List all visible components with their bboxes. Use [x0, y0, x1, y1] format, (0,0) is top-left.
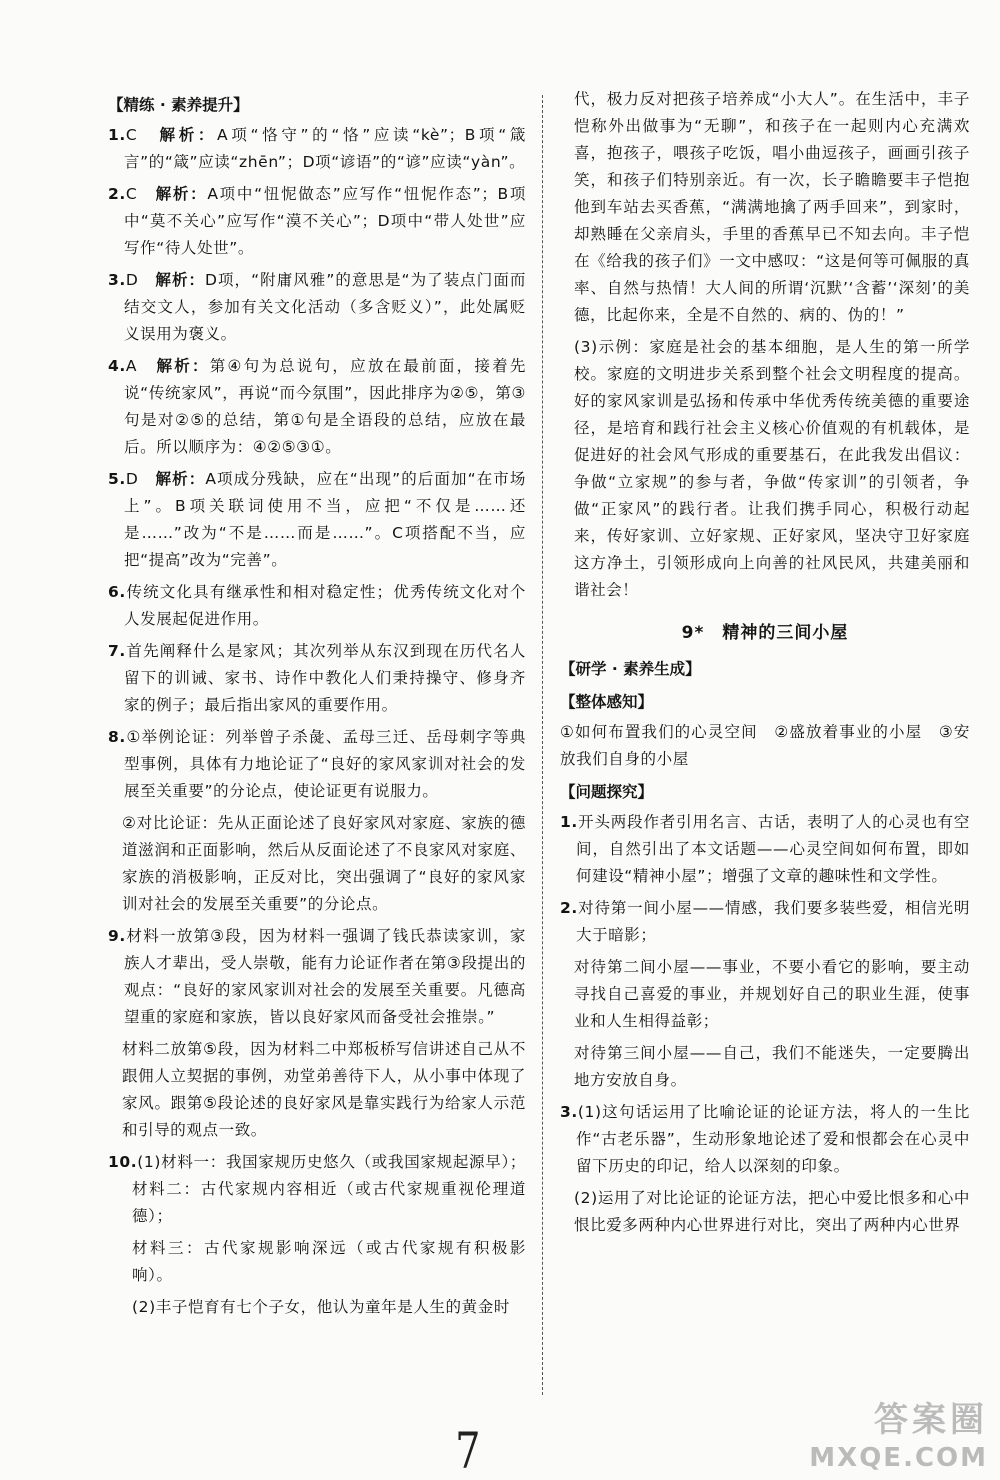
answer-10-paragraph-2: 材料三：古代家规影响深远（或古代家规有积极影响）。 — [132, 1239, 526, 1284]
answer-item — [108, 267, 526, 348]
chapter-title: 9* 精神的三间小屋 — [681, 623, 849, 643]
answer-choice: C — [125, 126, 138, 144]
answer-item — [108, 181, 526, 262]
question-3-text-b: (2)运用了对比论证的论证方法，把心中爱比恨多和心中恨比爱多两种内心世界进行对比，突出了两种内心世界 — [574, 1189, 970, 1234]
answer-10-continued: 代，极力反对把孩子培养成“小大人”。在生活中，丰子恺称外出做事为“无聊”，和孩子在一起则内心充满欢喜，抱孩子，喂孩子吃饭，唱小曲逗孩子，画画引孩子笑，和孩子们特别亲近。有一次，长子瞻瞻要丰子恺抱他到车站去买香蕉，“满满地擒了两手回来”，到家时，却熟睡在父亲肩头，手里的香蕉早已不知去向。丰子恺在《给我的孩子们》一文中感叹：“这是何等可佩服的真率、自然与热情！大人间的所谓‘沉默’‘含蓄’‘深刻’的美德，比起你来，全是不自然的、病的、伪的！” — [574, 90, 970, 324]
answer-number: 9. — [108, 927, 126, 945]
question-3 — [560, 1099, 970, 1180]
answer-item — [108, 122, 526, 176]
answer-item — [108, 579, 526, 633]
analysis-label: 解析： — [155, 185, 208, 203]
question-number: 1. — [560, 813, 578, 831]
answer-10-paragraph-3: (2)丰子恺育有七个子女，他认为童年是人生的黄金时 — [132, 1298, 510, 1316]
answer-list — [108, 122, 526, 805]
answer-9 — [108, 923, 526, 1031]
answer-number: 10. — [108, 1153, 138, 1171]
answer-text: ①举例论证：列举曾子杀彘、孟母三迁、岳母刺字等典型事例，具体有力地论证了“良好的家风家训对社会的发展至关重要”的分论点，使论证更有说服力。 — [124, 728, 526, 800]
watermark-line-2: MXQE.COM — [809, 1443, 988, 1473]
section-title-overall: 【整体感知】 — [560, 693, 654, 711]
answer-choice: D — [125, 470, 139, 488]
answer-choice: D — [125, 271, 139, 289]
watermark-line-1: 答案圈 — [874, 1400, 988, 1440]
section-title-study: 【研学 · 素养生成】 — [560, 660, 701, 678]
answer-text: 传统文化具有继承性和相对稳定性；优秀传统文化对个人发展起促进作用。 — [124, 583, 526, 628]
question-2-text-a: 对待第一间小屋——情感，我们要多装些爱，相信光明大于暗影； — [576, 899, 970, 944]
answer-number: 1. — [108, 126, 126, 144]
right-column — [560, 86, 970, 1244]
answer-text: 首先阐释什么是家风；其次列举从东汉到现在历代名人留下的训诫、家书、诗作中教化人们秉持操守、修身齐家的例子；最后指出家风的重要作用。 — [124, 642, 526, 714]
question-number: 2. — [560, 899, 578, 917]
answer-choice: C — [125, 185, 138, 203]
analysis-label: 解析： — [155, 271, 206, 289]
answer-text: A项中“忸怩做态”应写作“忸怩作态”；B项中“莫不关心”应写作“漠不关心”；D项中“带人处世”应写作“待人处世”。 — [124, 185, 526, 257]
question-1 — [560, 809, 970, 890]
answer-10 — [108, 1149, 526, 1230]
answer-number: 3. — [108, 271, 126, 289]
answer-item — [108, 353, 526, 461]
answer-number: 5. — [108, 470, 126, 488]
question-2 — [560, 895, 970, 949]
left-column — [108, 86, 526, 1326]
analysis-label: 解析： — [156, 357, 210, 375]
answer-number: 4. — [108, 357, 126, 375]
answer-item — [108, 638, 526, 719]
analysis-label: 解析： — [159, 126, 218, 144]
answer-item — [108, 466, 526, 574]
answer-choice: A — [125, 357, 138, 375]
question-3-text-a: (1)这句话运用了比喻论证的论证方法，将人的一生比作“古老乐器”，生动形象地论述了爱和恨都会在心灵中留下历史的印记，给人以深刻的印象。 — [576, 1103, 970, 1175]
column-divider — [542, 95, 543, 1395]
page-number: 7 — [455, 1422, 481, 1480]
overall-perception: ①如何布置我们的心灵空间 ②盛放着事业的小屋 ③安放我们自身的小屋 — [560, 723, 970, 768]
answer-text: 第④句为总说句，应放在最前面，接着先说“传统家风”，再说“而今氛围”，因此排序为②⑤，第③句是对②⑤的总结，第①句是全语段的总结，应放在最后。所以顺序为：④②⑤③①。 — [124, 357, 526, 456]
answer-number: 8. — [108, 728, 126, 746]
analysis-label: 解析： — [155, 470, 206, 488]
question-2-text-b: 对待第二间小屋——事业，不要小看它的影响，要主动寻找自己喜爱的事业，并规划好自己的职业生涯，使事业和人生相得益彰； — [574, 958, 970, 1030]
answer-text: A项“恪守”的“恪”应读“kè”；B项“箴言”的“箴”应读“zhēn”；D项“谚语”的“谚”应读“yàn”。 — [124, 126, 526, 171]
question-number: 3. — [560, 1103, 578, 1121]
answer-number: 2. — [108, 185, 126, 203]
answer-text: D项，“附庸风雅”的意思是“为了装点门面而结交文人，参加有关文化活动（多含贬义）”，此处属贬义误用为褒义。 — [124, 271, 526, 343]
question-2-text-c: 对待第三间小屋——自己，我们不能迷失，一定要腾出地方安放自身。 — [574, 1044, 970, 1089]
section-title-explore: 【问题探究】 — [560, 783, 654, 801]
answer-10-part-3: (3)示例：家庭是社会的基本细胞，是人生的第一所学校。家庭的文明进步关系到整个社会文明程度的提高。好的家风家训是弘扬和传承中华优秀传统美德的重要途径，是培育和践行社会主义核心价值观的有机载体，是促进好的社会风气形成的重要基石，在此我发出倡议：争做“立家规”的参与者，争做“传家训”的引领者，争做“正家风”的践行者。让我们携手同心，积极行动起来，传好家训、立好家规、正好家风，坚决守卫好家庭这方净土，引领形成向上向善的社风民风，共建美丽和谐社会！ — [574, 338, 970, 599]
section-title-practice: 【精练 · 素养提升】 — [108, 96, 249, 114]
answer-10-text: (1)材料一：我国家规历史悠久（或我国家规起源早）；材料二：古代家规内容相近（或古代家规重视伦理道德）； — [132, 1153, 526, 1225]
answer-number: 6. — [108, 583, 126, 601]
answer-8-paragraph-2: ②对比论证：先从正面论述了良好家风对家庭、家族的德道滋润和正面影响，然后从反面论述了不良家风对家庭、家族的消极影响，正反对比，突出强调了“良好的家风家训对社会的发展至关重要”的分论点。 — [122, 814, 526, 913]
answer-9-text: 材料一放第③段，因为材料一强调了钱氏恭读家训，家族人才辈出，受人崇敬，能有力论证作者在第③段提出的观点：“良好的家风家训对社会的发展至关重要。凡德高望重的家庭和家族，皆以良好家风而备受社会推崇。” — [124, 927, 526, 1026]
answer-text: A项成分残缺，应在“出现”的后面加“在市场上”。B项关联词使用不当，应把“不仅是……还是……”改为“不是……而是……”。C项搭配不当，应把“提高”改为“完善”。 — [124, 470, 526, 569]
answer-item — [108, 724, 526, 805]
question-1-text: 开头两段作者引用名言、古话，表明了人的心灵也有空间，自然引出了本文话题——心灵空间如何布置，即如何建设“精神小屋”；增强了文章的趣味性和文学性。 — [576, 813, 970, 885]
answer-number: 7. — [108, 642, 126, 660]
answer-9-paragraph-2: 材料二放第⑤段，因为材料二中郑板桥写信讲述自己从不跟佣人立契据的事例，劝堂弟善待下人，从小事中体现了家风。跟第⑤段论述的良好家风是靠实践行为给家人示范和引导的观点一致。 — [122, 1040, 526, 1139]
